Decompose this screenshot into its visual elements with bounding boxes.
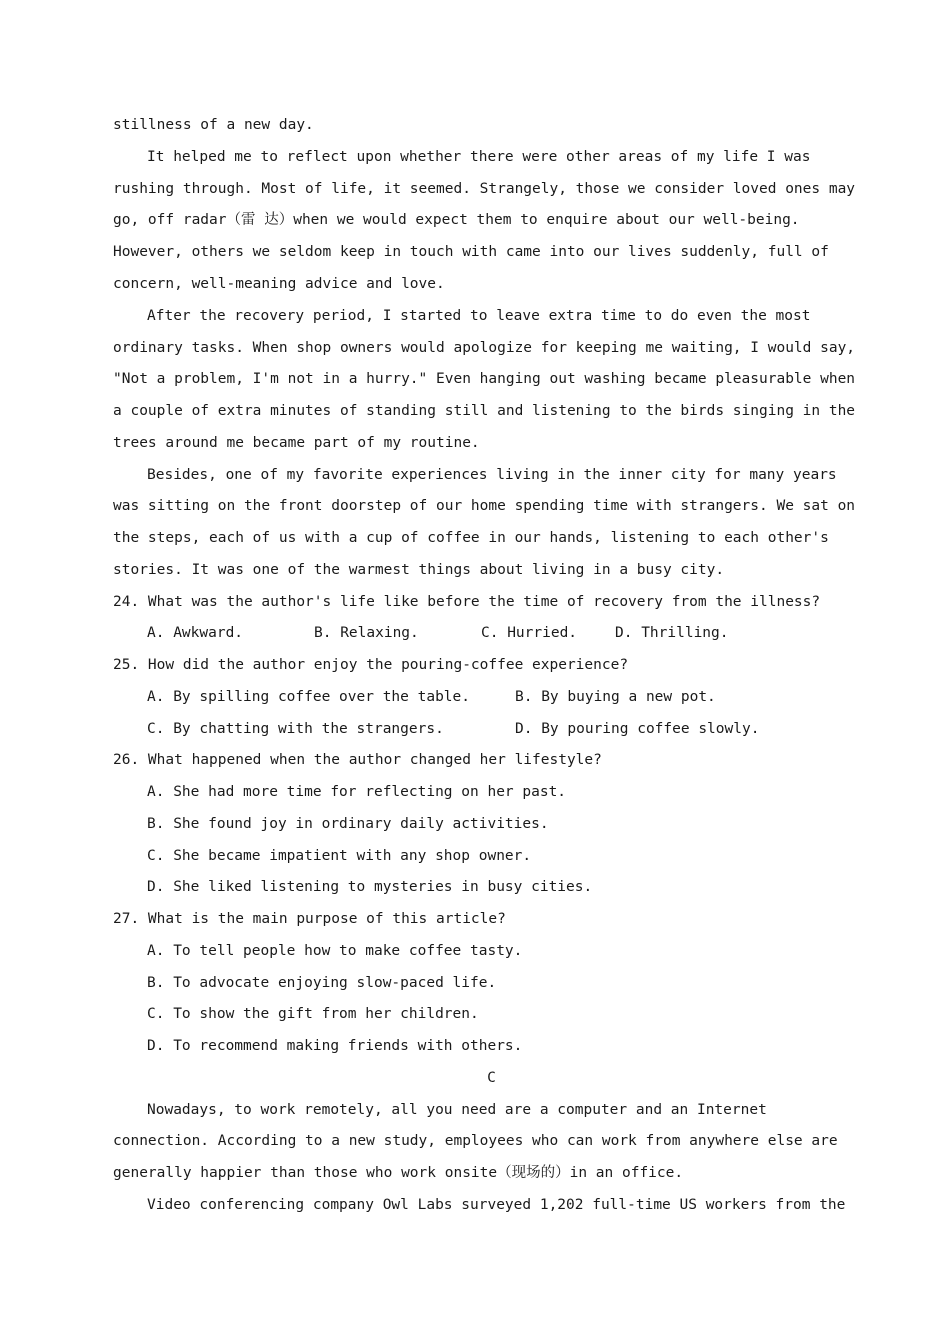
paragraph-line: It helped me to reflect upon whether there were other areas of my life I was: [147, 149, 811, 165]
paragraph-line: "Not a problem, I'm not in a hurry." Even hanging out washing became pleasurable when: [113, 371, 856, 387]
q27-option-c: C. To show the gift from her children.: [147, 1006, 479, 1022]
q25-option-c: C. By chatting with the strangers.: [147, 721, 444, 737]
paragraph-line: connection. According to a new study, employees who can work from anywhere else are: [113, 1133, 838, 1149]
paragraph-line: stillness of a new day.: [113, 117, 314, 133]
paragraph-line: Nowadays, to work remotely, all you need are a computer and an Internet: [147, 1102, 767, 1118]
question-24: 24. What was the author's life like before the time of recovery from the illness?: [113, 594, 821, 610]
paragraph-line: After the recovery period, I started to leave extra time to do even the most: [147, 308, 811, 324]
paragraph-line: Video conferencing company Owl Labs surveyed 1,202 full-time US workers from the: [147, 1197, 846, 1213]
q26-option-d: D. She liked listening to mysteries in busy cities.: [147, 879, 593, 895]
q26-option-c: C. She became impatient with any shop owner.: [147, 848, 532, 864]
q24-option-b: B. Relaxing.: [314, 625, 419, 641]
paragraph-line: was sitting on the front doorstep of our home spending time with strangers. We sat on: [113, 498, 856, 514]
q24-option-d: D. Thrilling.: [615, 625, 729, 641]
q27-option-b: B. To advocate enjoying slow-paced life.: [147, 975, 497, 991]
section-heading: C: [487, 1070, 496, 1086]
paragraph-line: concern, well-meaning advice and love.: [113, 276, 445, 292]
paragraph-line: the steps, each of us with a cup of coffee in our hands, listening to each other's: [113, 530, 829, 546]
q25-option-b: B. By buying a new pot.: [515, 689, 716, 705]
q24-option-a: A. Awkward.: [147, 625, 244, 641]
q27-option-a: A. To tell people how to make coffee tasty.: [147, 943, 523, 959]
question-26: 26. What happened when the author changed her lifestyle?: [113, 752, 602, 768]
paragraph-line: Besides, one of my favorite experiences living in the inner city for many years: [147, 467, 837, 483]
q26-option-a: A. She had more time for reflecting on her past.: [147, 784, 567, 800]
q26-option-b: B. She found joy in ordinary daily activities.: [147, 816, 549, 832]
paragraph-line: rushing through. Most of life, it seemed. Strangely, those we consider loved ones may: [113, 181, 856, 197]
paragraph-line: However, others we seldom keep in touch with came into our lives suddenly, full of: [113, 244, 829, 260]
paragraph-line: generally happier than those who work onsite（现场的）in an office.: [113, 1165, 684, 1181]
paragraph-line: stories. It was one of the warmest things about living in a busy city.: [113, 562, 725, 578]
question-25: 25. How did the author enjoy the pouring-coffee experience?: [113, 657, 629, 673]
paragraph-line: a couple of extra minutes of standing still and listening to the birds singing in the: [113, 403, 856, 419]
paragraph-line: ordinary tasks. When shop owners would apologize for keeping me waiting, I would say,: [113, 340, 856, 356]
q25-option-d: D. By pouring coffee slowly.: [515, 721, 760, 737]
paragraph-line: go, off radar（雷 达）when we would expect them to enquire about our well-being.: [113, 212, 800, 228]
q27-option-d: D. To recommend making friends with others.: [147, 1038, 523, 1054]
question-27: 27. What is the main purpose of this article?: [113, 911, 506, 927]
q25-option-a: A. By spilling coffee over the table.: [147, 689, 471, 705]
q24-option-c: C. Hurried.: [481, 625, 578, 641]
paragraph-line: trees around me became part of my routine.: [113, 435, 480, 451]
